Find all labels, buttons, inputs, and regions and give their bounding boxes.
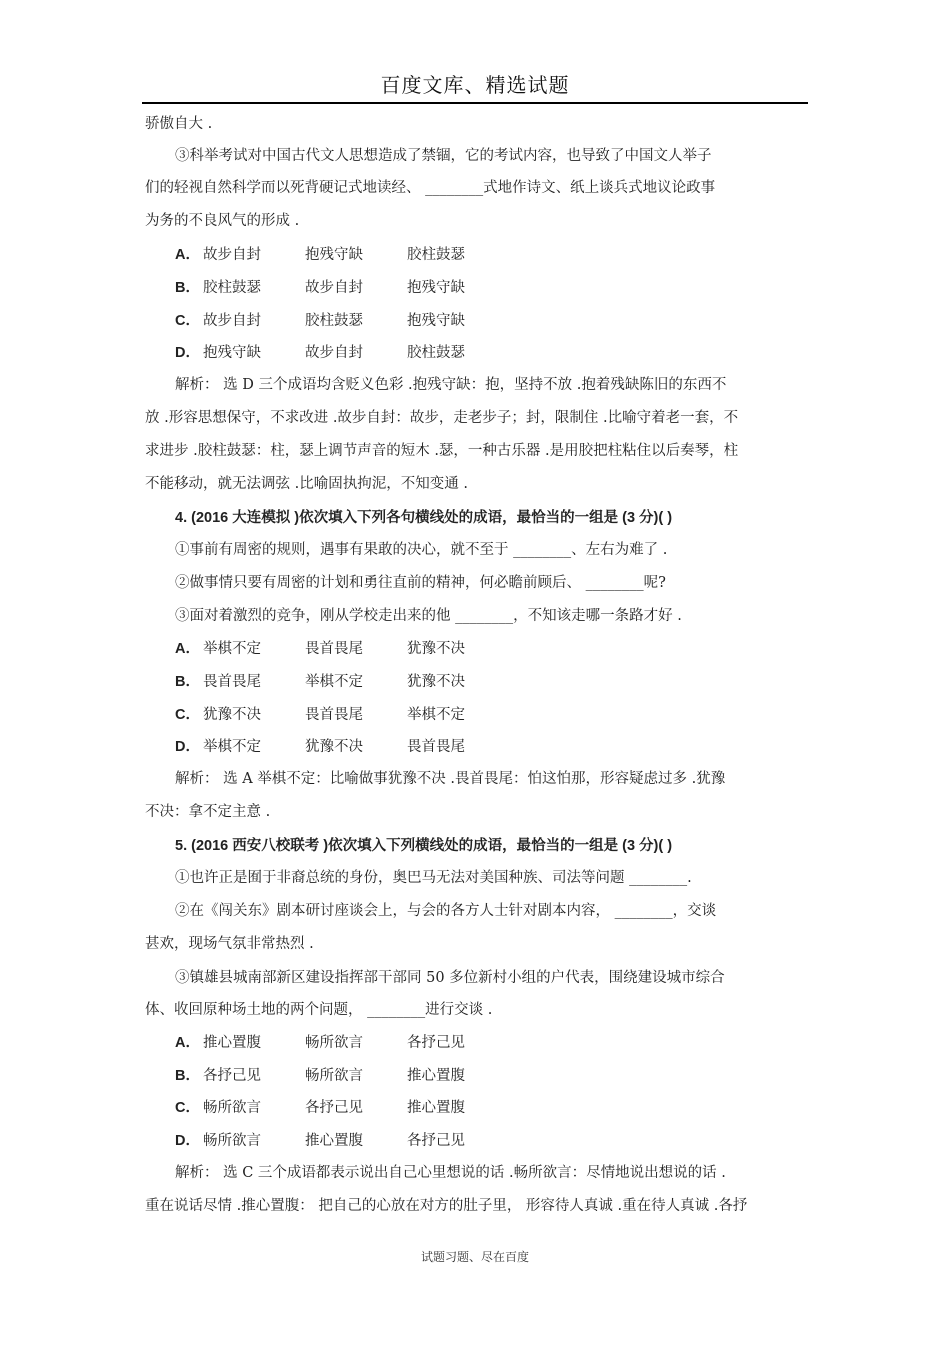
analysis-line: 解析： 选 C 三个成语都表示说出自己心里想说的话 .畅所欲言：尽情地说出想说的话 . (175, 1165, 726, 1181)
option-choice: 犹豫不决 (407, 641, 465, 657)
option-label: B． (175, 280, 200, 296)
option-choice: 胶柱鼓瑟 (407, 345, 465, 361)
option-choice: 胶柱鼓瑟 (305, 313, 363, 329)
option-choice: 举棋不定 (203, 739, 261, 755)
option-choice: 举棋不定 (203, 641, 261, 657)
option-row (145, 1131, 805, 1163)
option-label: D． (175, 739, 200, 755)
option-choice: 故步自封 (203, 313, 261, 329)
option-choice: 畅所欲言 (203, 1100, 261, 1116)
analysis-line: 重在说话尽情 .推心置腹： 把自己的心放在对方的肚子里， 形容待人真诚 .重在待人真诚 .各抒 (145, 1198, 748, 1214)
option-choice: 推心置腹 (407, 1100, 465, 1116)
option-label: C． (175, 1100, 200, 1116)
analysis-line: 求进步 .胶柱鼓瑟：柱，瑟上调节声音的短木 .瑟，一种古乐器 .是用胶把柱粘住以后奏琴，柱 (145, 443, 739, 459)
option-choice: 各抒己见 (203, 1068, 261, 1084)
option-choice: 犹豫不决 (407, 674, 465, 690)
option-choice: 故步自封 (305, 345, 363, 361)
option-choice: 各抒己见 (407, 1035, 465, 1051)
option-label: C． (175, 707, 200, 723)
analysis-line: 不能移动，就无法调弦 .比喻固执拘泥，不知变通 . (145, 476, 468, 492)
option-choice: 胶柱鼓瑟 (203, 280, 261, 296)
text-line: 甚欢，现场气氛非常热烈 . (145, 936, 314, 952)
option-choice: 畏首畏尾 (305, 707, 363, 723)
option-label: D． (175, 345, 200, 361)
header-title: 百度文库、精选试题 (380, 73, 570, 97)
option-choice: 故步自封 (203, 247, 261, 263)
option-row (145, 1066, 805, 1098)
option-row (145, 1033, 805, 1066)
text-line: ①也许正是囿于非裔总统的身份，奥巴马无法对美国种族、司法等问题 ________. (175, 870, 692, 886)
page-footer: 试题习题、尽在百度 (420, 1250, 529, 1264)
option-row (145, 311, 805, 343)
question-stem: 4. (2016 大连模拟 )依次填入下列各句横线处的成语，最恰当的一组是 (3 分)( ) (175, 510, 673, 526)
option-choice: 畅所欲言 (203, 1133, 261, 1149)
option-choice: 畏首畏尾 (305, 641, 363, 657)
question-stem: 5. (2016 西安八校联考 )依次填入下列横线处的成语，最恰当的一组是 (3 分)( ) (175, 838, 673, 854)
analysis-line: 不决：拿不定主意 . (145, 804, 271, 820)
option-row (145, 245, 805, 278)
option-label: A． (175, 247, 200, 263)
analysis-line: 解析： 选 A 举棋不定：比喻做事犹豫不决 .畏首畏尾：怕这怕那，形容疑虑过多 .犹豫 (175, 771, 726, 787)
analysis-line: 放 .形容思想保守，不求改进 .故步自封：故步，走老步子；封，限制住 .比喻守着老一套，不 (145, 410, 739, 426)
text-line: 骄傲自大 . (145, 116, 213, 132)
option-label: B． (175, 1068, 200, 1084)
option-label: D． (175, 1133, 200, 1149)
option-label: A． (175, 1035, 200, 1051)
text-line: 体、收回原种场土地的两个问题， ________进行交谈 . (145, 1002, 493, 1018)
option-label: B． (175, 674, 200, 690)
option-choice: 犹豫不决 (203, 707, 261, 723)
option-choice: 抱残守缺 (407, 313, 465, 329)
page-content (145, 114, 805, 1229)
option-row (145, 672, 805, 705)
option-choice: 畏首畏尾 (407, 739, 465, 755)
text-line: ③镇雄县城南部新区建设指挥部干部同 50 多位新村小组的户代表，围绕建设城市综合 (175, 970, 725, 986)
option-choice: 犹豫不决 (305, 739, 363, 755)
option-choice: 举棋不定 (305, 674, 363, 690)
text-line: ②做事情只要有周密的计划和勇往直前的精神，何必瞻前顾后、 ________呢? (175, 575, 666, 591)
text-line: ③科举考试对中国古代文人思想造成了禁锢，它的考试内容，也导致了中国文人举子 (175, 148, 712, 164)
option-choice: 举棋不定 (407, 707, 465, 723)
option-label: C． (175, 313, 200, 329)
text-line: 们的轻视自然科学而以死背硬记式地读经、 ________式地作诗文、纸上谈兵式地议论政事 (145, 180, 716, 196)
option-choice: 畅所欲言 (305, 1068, 363, 1084)
text-line: ②在《闯关东》剧本研讨座谈会上，与会的各方人士针对剧本内容， ________，交谈 (175, 903, 717, 919)
option-choice: 抱残守缺 (305, 247, 363, 263)
option-choice: 各抒己见 (407, 1133, 465, 1149)
option-row (145, 1098, 805, 1131)
option-row (145, 639, 805, 672)
option-choice: 推心置腹 (305, 1133, 363, 1149)
option-choice: 抱残守缺 (407, 280, 465, 296)
option-choice: 抱残守缺 (203, 345, 261, 361)
option-row (145, 343, 805, 375)
option-row (145, 737, 805, 769)
option-choice: 畏首畏尾 (203, 674, 261, 690)
option-choice: 畅所欲言 (305, 1035, 363, 1051)
text-line: ①事前有周密的规则，遇事有果敢的决心，就不至于 ________、左右为难了 . (175, 542, 668, 558)
option-choice: 各抒己见 (305, 1100, 363, 1116)
option-label: A． (175, 641, 200, 657)
analysis-line: 解析： 选 D 三个成语均含贬义色彩 .抱残守缺：抱，坚持不放 .抱着残缺陈旧的东西不 (175, 377, 727, 393)
text-line: 为务的不良风气的形成 . (145, 213, 300, 229)
option-choice: 故步自封 (305, 280, 363, 296)
option-row (145, 705, 805, 737)
text-line: ③面对着激烈的竞争，刚从学校走出来的他 ________，不知该走哪一条路才好 . (175, 608, 682, 624)
page-header (142, 70, 808, 104)
option-choice: 推心置腹 (203, 1035, 261, 1051)
option-choice: 胶柱鼓瑟 (407, 247, 465, 263)
option-row (145, 278, 805, 311)
option-choice: 推心置腹 (407, 1068, 465, 1084)
